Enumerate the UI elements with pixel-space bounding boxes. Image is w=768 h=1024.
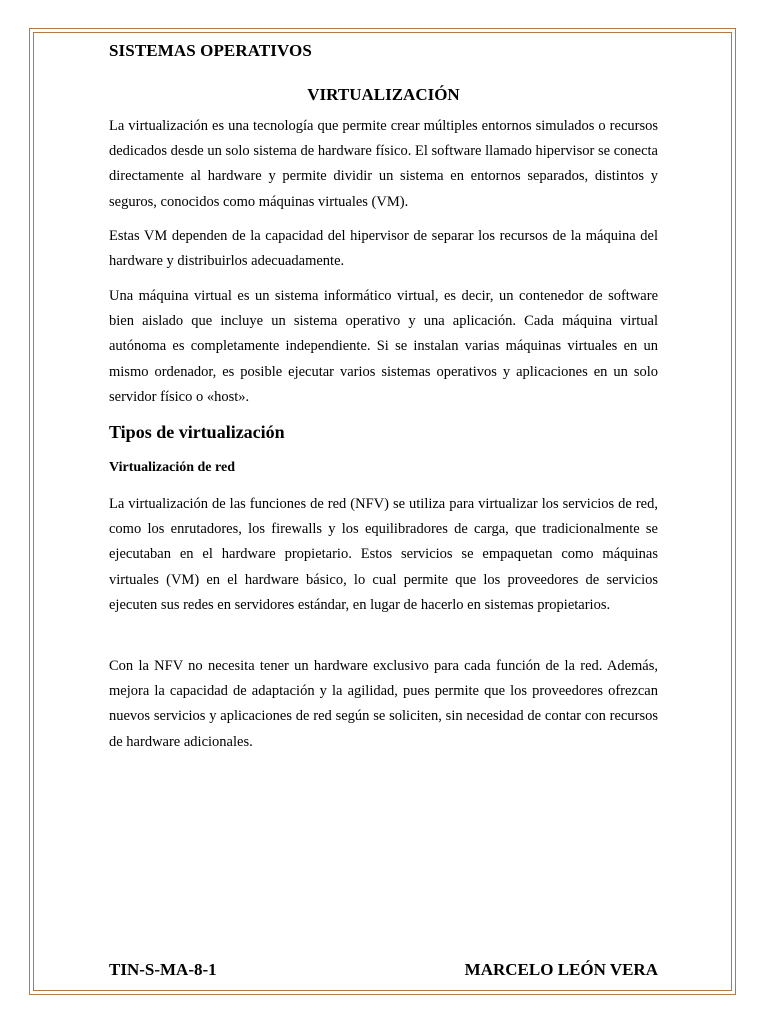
document-title: VIRTUALIZACIÓN [307, 85, 460, 104]
network-paragraph-1: La virtualización de las funciones de red (NFV) se utiliza para virtualizar los servicios de red, como los enrutadores, los firewalls y los equilibradores de carga, que tradicionalmente se ejecutaban en el hardware propietario. Estos servicios se empaquetan como máquinas virtuales (VM) en el hardware básico, lo cual permite que los proveedores de servicios ejecuten sus redes en servidores estándar, en lugar de hacerlo en sistemas propietarios. [109, 496, 658, 613]
course-header: SISTEMAS OPERATIVOS [109, 41, 312, 60]
section-heading: Tipos de virtualización [109, 422, 285, 442]
intro-paragraph-1: La virtualización es una tecnología que permite crear múltiples entornos simulados o recursos dedicados desde un solo sistema de hardware físico. El software llamado hipervisor se conecta directamente al hardware y permite dividir un sistema en entornos separados, distintos y seguros, conocidos como máquinas virtuales (VM). [109, 118, 658, 210]
intro-paragraph-2: Estas VM dependen de la capacidad del hipervisor de separar los recursos de la máquina del hardware y distribuirlos adecuadamente. [109, 228, 658, 270]
intro-paragraph-3: Una máquina virtual es un sistema informático virtual, es decir, un contenedor de software bien aislado que incluye un sistema operativo y una aplicación. Cada máquina virtual autónoma es completamente independiente. Si se instalan varias máquinas virtuales en un mismo ordenador, es posible ejecutar varios sistemas operativos y aplicaciones en un solo servidor físico o «host». [109, 288, 658, 405]
footer-code: TIN-S-MA-8-1 [109, 960, 217, 979]
network-paragraph-2: Con la NFV no necesita tener un hardware exclusivo para cada función de la red. Además, mejora la capacidad de adaptación y la agilidad, pues permite que los proveedores ofrezcan nuevos servicios y aplicaciones de red según se soliciten, sin necesidad de contar con recursos de hardware adicionales. [109, 658, 658, 750]
footer-author: MARCELO LEÓN VERA [464, 960, 658, 979]
section-subheading: Virtualización de red [109, 460, 235, 475]
